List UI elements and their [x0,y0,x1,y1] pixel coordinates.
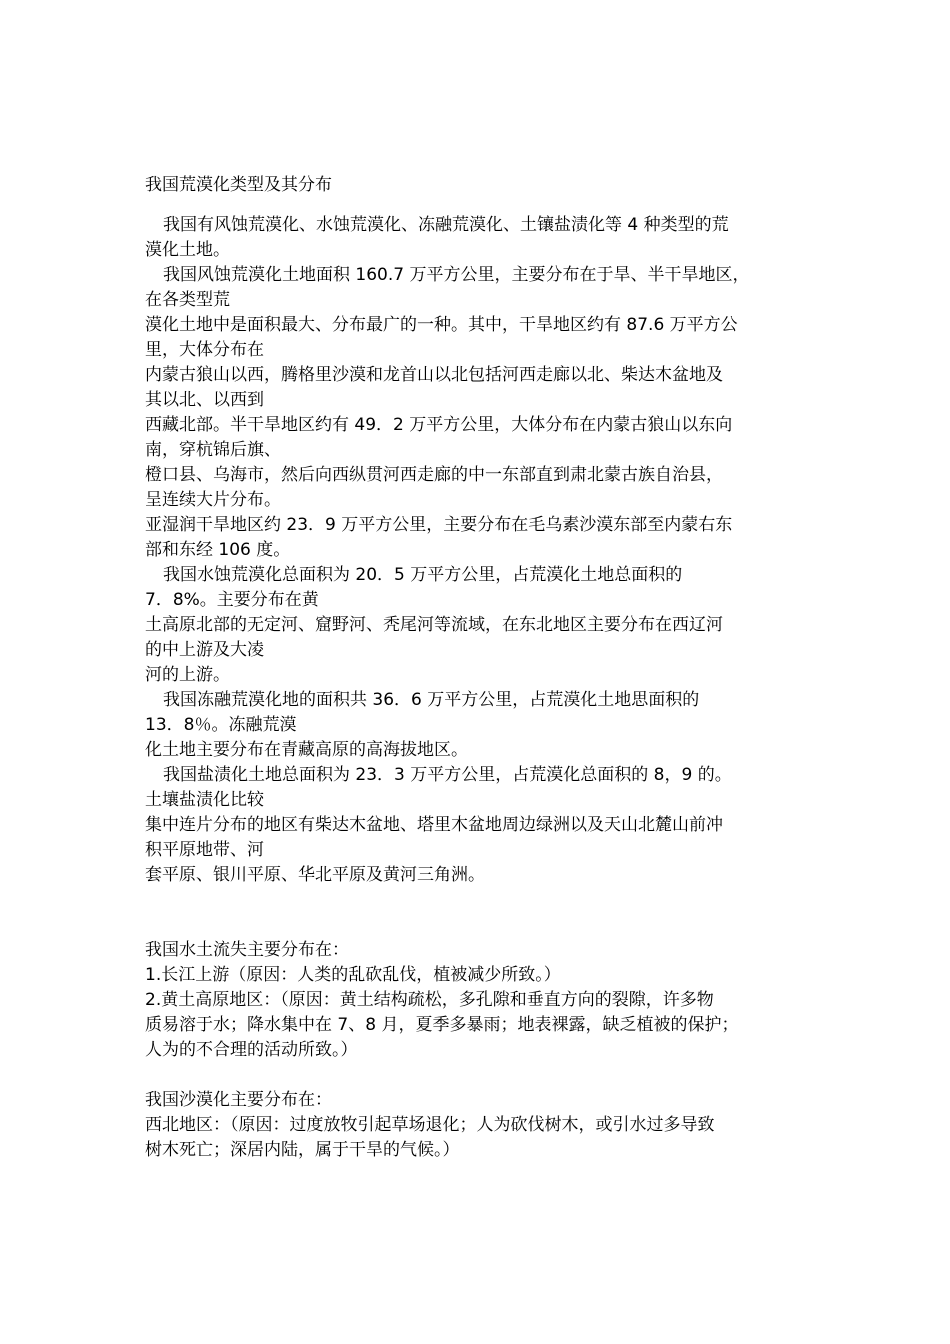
paragraph-line: 漠化土地。 [145,240,230,260]
paragraph-line: 我国冻融荒漠化地的面积共 36．6 万平方公里，占荒漠化土地思面积的 [163,690,700,710]
paragraph-line: 我国水蚀荒漠化总面积为 20．5 万平方公里，占荒漠化土地总面积的 [163,565,683,585]
section-soil-erosion [145,938,810,1063]
paragraph-line: 在各类型荒 [145,290,230,310]
paragraph-line: 集中连片分布的地区有柴达木盆地、塔里木盆地周边绿洲以及天山北麓山前冲 [145,815,723,835]
paragraph-line: 亚湿润干旱地区约 23．9 万平方公里，主要分布在毛乌素沙漠东部至内蒙右东 [145,515,733,535]
paragraph-line: 呈连续大片分布。 [145,490,281,510]
paragraph-line: 我国风蚀荒漠化土地面积 160.7 万平方公里，主要分布在于旱、半干旱地区， [163,265,750,285]
list-item: 1.长江上游（原因：人类的乱砍乱伐，植被减少所致。） [145,965,561,985]
paragraph-line: 里，大体分布在 [145,340,264,360]
paragraph-line: 土高原北部的无定河、窟野河、秃尾河等流域，在东北地区主要分布在西辽河 [145,615,723,635]
paragraph-line: 套平原、银川平原、华北平原及黄河三角洲。 [145,865,485,885]
paragraph-line: 其以北、以西到 [145,390,264,410]
document-page [145,173,810,1163]
paragraph-line: 漠化土地中是面积最大、分布最广的一种。其中，干旱地区约有 87.6 万平方公 [145,315,738,335]
section-title-desertification-types: 我国荒漠化类型及其分布 [145,175,332,195]
paragraph-line: 我国盐渍化土地总面积为 23．3 万平方公里，占荒漠化总面积的 8，9 的。 [163,765,732,785]
paragraph-line: 积平原地带、河 [145,840,264,860]
paragraph-line: 的中上游及大凌 [145,640,264,660]
paragraph-line: 我国有风蚀荒漠化、水蚀荒漠化、冻融荒漠化、土镶盐渍化等 4 种类型的荒 [163,215,729,235]
paragraph-line: 部和东经 106 度。 [145,540,291,560]
paragraph-line: 南，穿杭锦后旗、 [145,440,281,460]
paragraph-line: 西藏北部。半干旱地区约有 49．2 万平方公里，大体分布在内蒙古狼山以东向 [145,415,733,435]
section-body-desertification [145,213,810,888]
list-item: 人为的不合理的活动所致。） [145,1040,358,1060]
section-title-soil-erosion: 我国水土流失主要分布在： [145,940,349,960]
section-title-sandy-desertification: 我国沙漠化主要分布在： [145,1090,332,1110]
list-item: 2.黄土高原地区：（原因：黄土结构疏松，多孔隙和垂直方向的裂隙，许多物 [145,990,714,1010]
paragraph-line: 13．8％。冻融荒漠 [145,715,297,735]
paragraph-line: 内蒙古狼山以西，腾格里沙漠和龙首山以北包括河西走廊以北、柴达木盆地及 [145,365,723,385]
list-item: 质易溶于水；降水集中在 7、8 月，夏季多暴雨；地表裸露，缺乏植被的保护； [145,1015,739,1035]
list-item: 树木死亡；深居内陆，属于干旱的气候。） [145,1140,460,1160]
paragraph-line: 7．8%。主要分布在黄 [145,590,319,610]
paragraph-line: 橙口县、乌海市，然后向西纵贯河西走廊的中一东部直到肃北蒙古族自治县， [145,465,723,485]
section-sandy-desertification [145,1088,810,1163]
paragraph-line: 河的上游。 [145,665,230,685]
list-item: 西北地区：（原因：过度放牧引起草场退化；人为砍伐树木，或引水过多导致 [145,1115,715,1135]
paragraph-line: 化土地主要分布在青藏高原的高海拔地区。 [145,740,468,760]
paragraph-line: 土壤盐渍化比较 [145,790,264,810]
